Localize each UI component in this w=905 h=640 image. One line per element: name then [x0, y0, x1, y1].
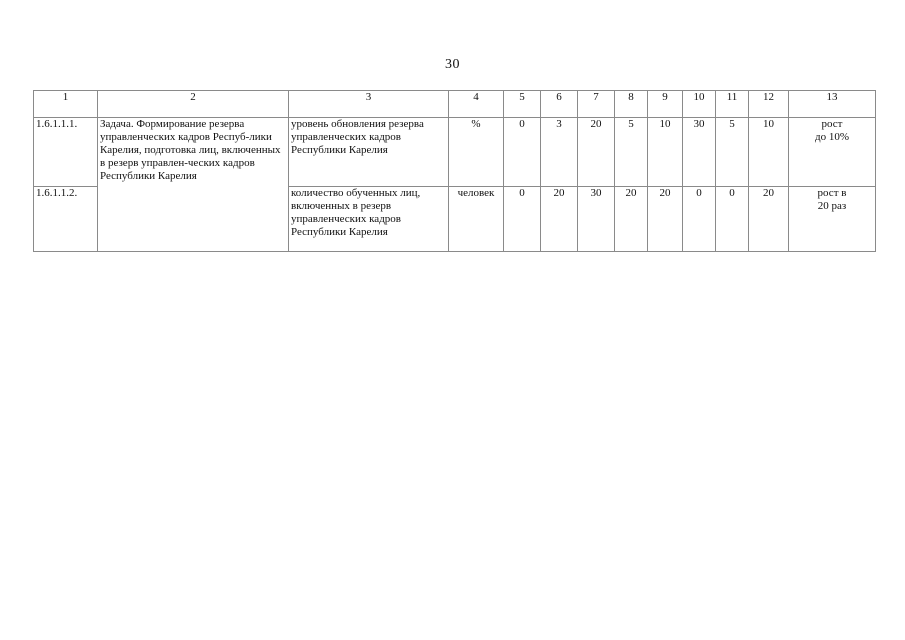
col-header-9: 9	[648, 91, 683, 118]
col-header-3: 3	[289, 91, 449, 118]
indicator-cell: уровень обновления резерва управленческих кадров Республики Карелия	[289, 118, 449, 187]
indicator-cell: количество обученных лиц, включенных в резерв управленческих кадров Республики Карелия	[289, 187, 449, 252]
col-header-1: 1	[34, 91, 98, 118]
value-cell: 0	[504, 187, 541, 252]
result-cell	[789, 118, 876, 187]
col-header-4: 4	[449, 91, 504, 118]
value-cell: 30	[578, 187, 615, 252]
result-line-1: рост в	[817, 187, 847, 199]
value-cell: 20	[749, 187, 789, 252]
value-cell: 10	[749, 118, 789, 187]
col-header-6: 6	[541, 91, 578, 118]
value-cell: 3	[541, 118, 578, 187]
value-cell: 20	[615, 187, 648, 252]
col-header-8: 8	[615, 91, 648, 118]
value-cell: 5	[716, 118, 749, 187]
value-cell: 20	[578, 118, 615, 187]
unit-cell: человек	[449, 187, 504, 252]
col-header-2: 2	[98, 91, 289, 118]
value-cell: 5	[615, 118, 648, 187]
indicators-table	[33, 90, 876, 252]
result-line-1: рост	[821, 118, 843, 130]
col-header-12: 12	[749, 91, 789, 118]
col-header-5: 5	[504, 91, 541, 118]
value-cell: 30	[683, 118, 716, 187]
result-line-2: до 10%	[814, 131, 849, 143]
value-cell: 0	[683, 187, 716, 252]
row-code: 1.6.1.1.2.	[34, 187, 98, 252]
unit-cell: %	[449, 118, 504, 187]
row-code: 1.6.1.1.1.	[34, 118, 98, 187]
task-cell: Задача. Формирование резерва управленческих кадров Респуб-лики Карелия, подготовка лиц, включенных в резерв управлен-ческих кадров Республики Карелия	[98, 118, 289, 252]
col-header-7: 7	[578, 91, 615, 118]
value-cell: 10	[648, 118, 683, 187]
col-header-11: 11	[716, 91, 749, 118]
value-cell: 0	[504, 118, 541, 187]
col-header-13: 13	[789, 91, 876, 118]
value-cell: 0	[716, 187, 749, 252]
result-line-2: 20 раз	[817, 200, 847, 212]
header-row	[34, 91, 876, 118]
value-cell: 20	[648, 187, 683, 252]
col-header-10: 10	[683, 91, 716, 118]
page-number: 30	[445, 57, 460, 72]
result-cell	[789, 187, 876, 252]
value-cell: 20	[541, 187, 578, 252]
table-row	[34, 118, 876, 187]
